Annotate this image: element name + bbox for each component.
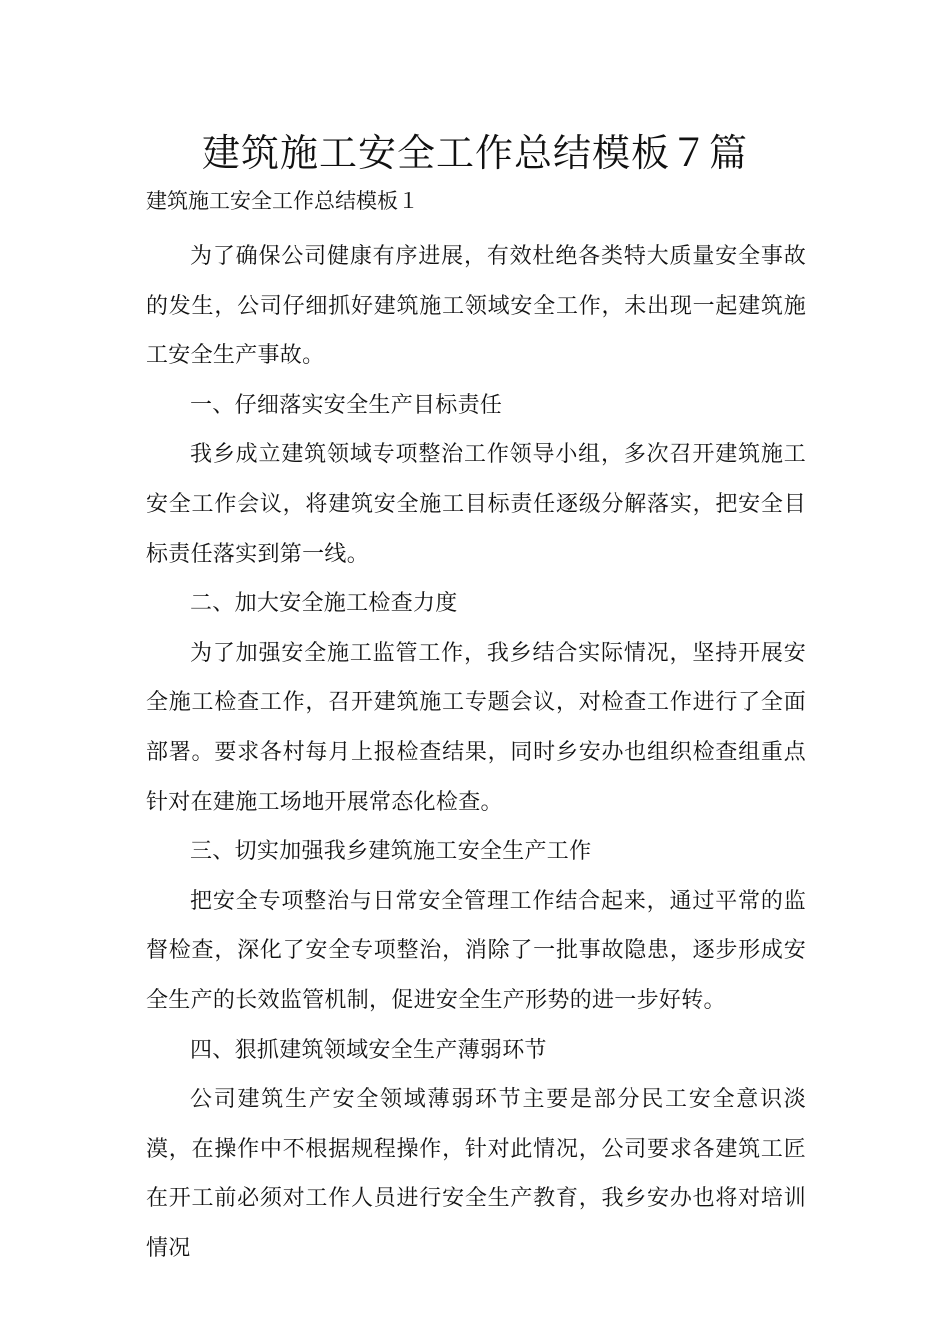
paragraph-intro: 为了确保公司健康有序进展，有效杜绝各类特大质量安全事故的发生，公司仔细抓好建筑施工领域安全工作，未出现一起建筑施工安全生产事故。 — [146, 244, 806, 369]
paragraph-section-1: 我乡成立建筑领域专项整治工作领导小组，多次召开建筑施工安全工作会议，将建筑安全施工目标责任逐级分解落实，把安全目标责任落实到第一线。 — [146, 442, 806, 567]
paragraph-section-4: 公司建筑生产安全领域薄弱环节主要是部分民工安全意识淡漠，在操作中不根据规程操作，针对此情况，公司要求各建筑工匠在开工前必须对工作人员进行安全生产教育，我乡安办也将对培训情况 — [146, 1087, 806, 1261]
section-heading-4: 四、狠抓建筑领域安全生产薄弱环节 — [190, 1037, 547, 1063]
section-heading-3: 三、切实加强我乡建筑施工安全生产工作 — [190, 839, 592, 865]
section-heading-1: 一、仔细落实安全生产目标责任 — [190, 392, 503, 418]
section-heading-2: 二、加大安全施工检查力度 — [190, 591, 458, 617]
paragraph-section-3: 把安全专项整治与日常安全管理工作结合起来，通过平常的监督检查，深化了安全专项整治，消除了一批事故隐患，逐步形成安全生产的长效监管机制，促进安全生产形势的进一步好转。 — [146, 888, 806, 1013]
document-subtitle: 建筑施工安全工作总结模板１ — [146, 189, 419, 213]
document-title: 建筑施工安全工作总结模板７篇 — [201, 131, 748, 175]
paragraph-section-2: 为了加强安全施工监管工作，我乡结合实际情况，坚持开展安全施工检查工作，召开建筑施工专题会议，对检查工作进行了全面部署。要求各村每月上报检查结果，同时乡安办也组织检查组重点针对在建施工场地开展常态化检查。 — [146, 640, 806, 815]
document-body — [146, 232, 806, 1273]
